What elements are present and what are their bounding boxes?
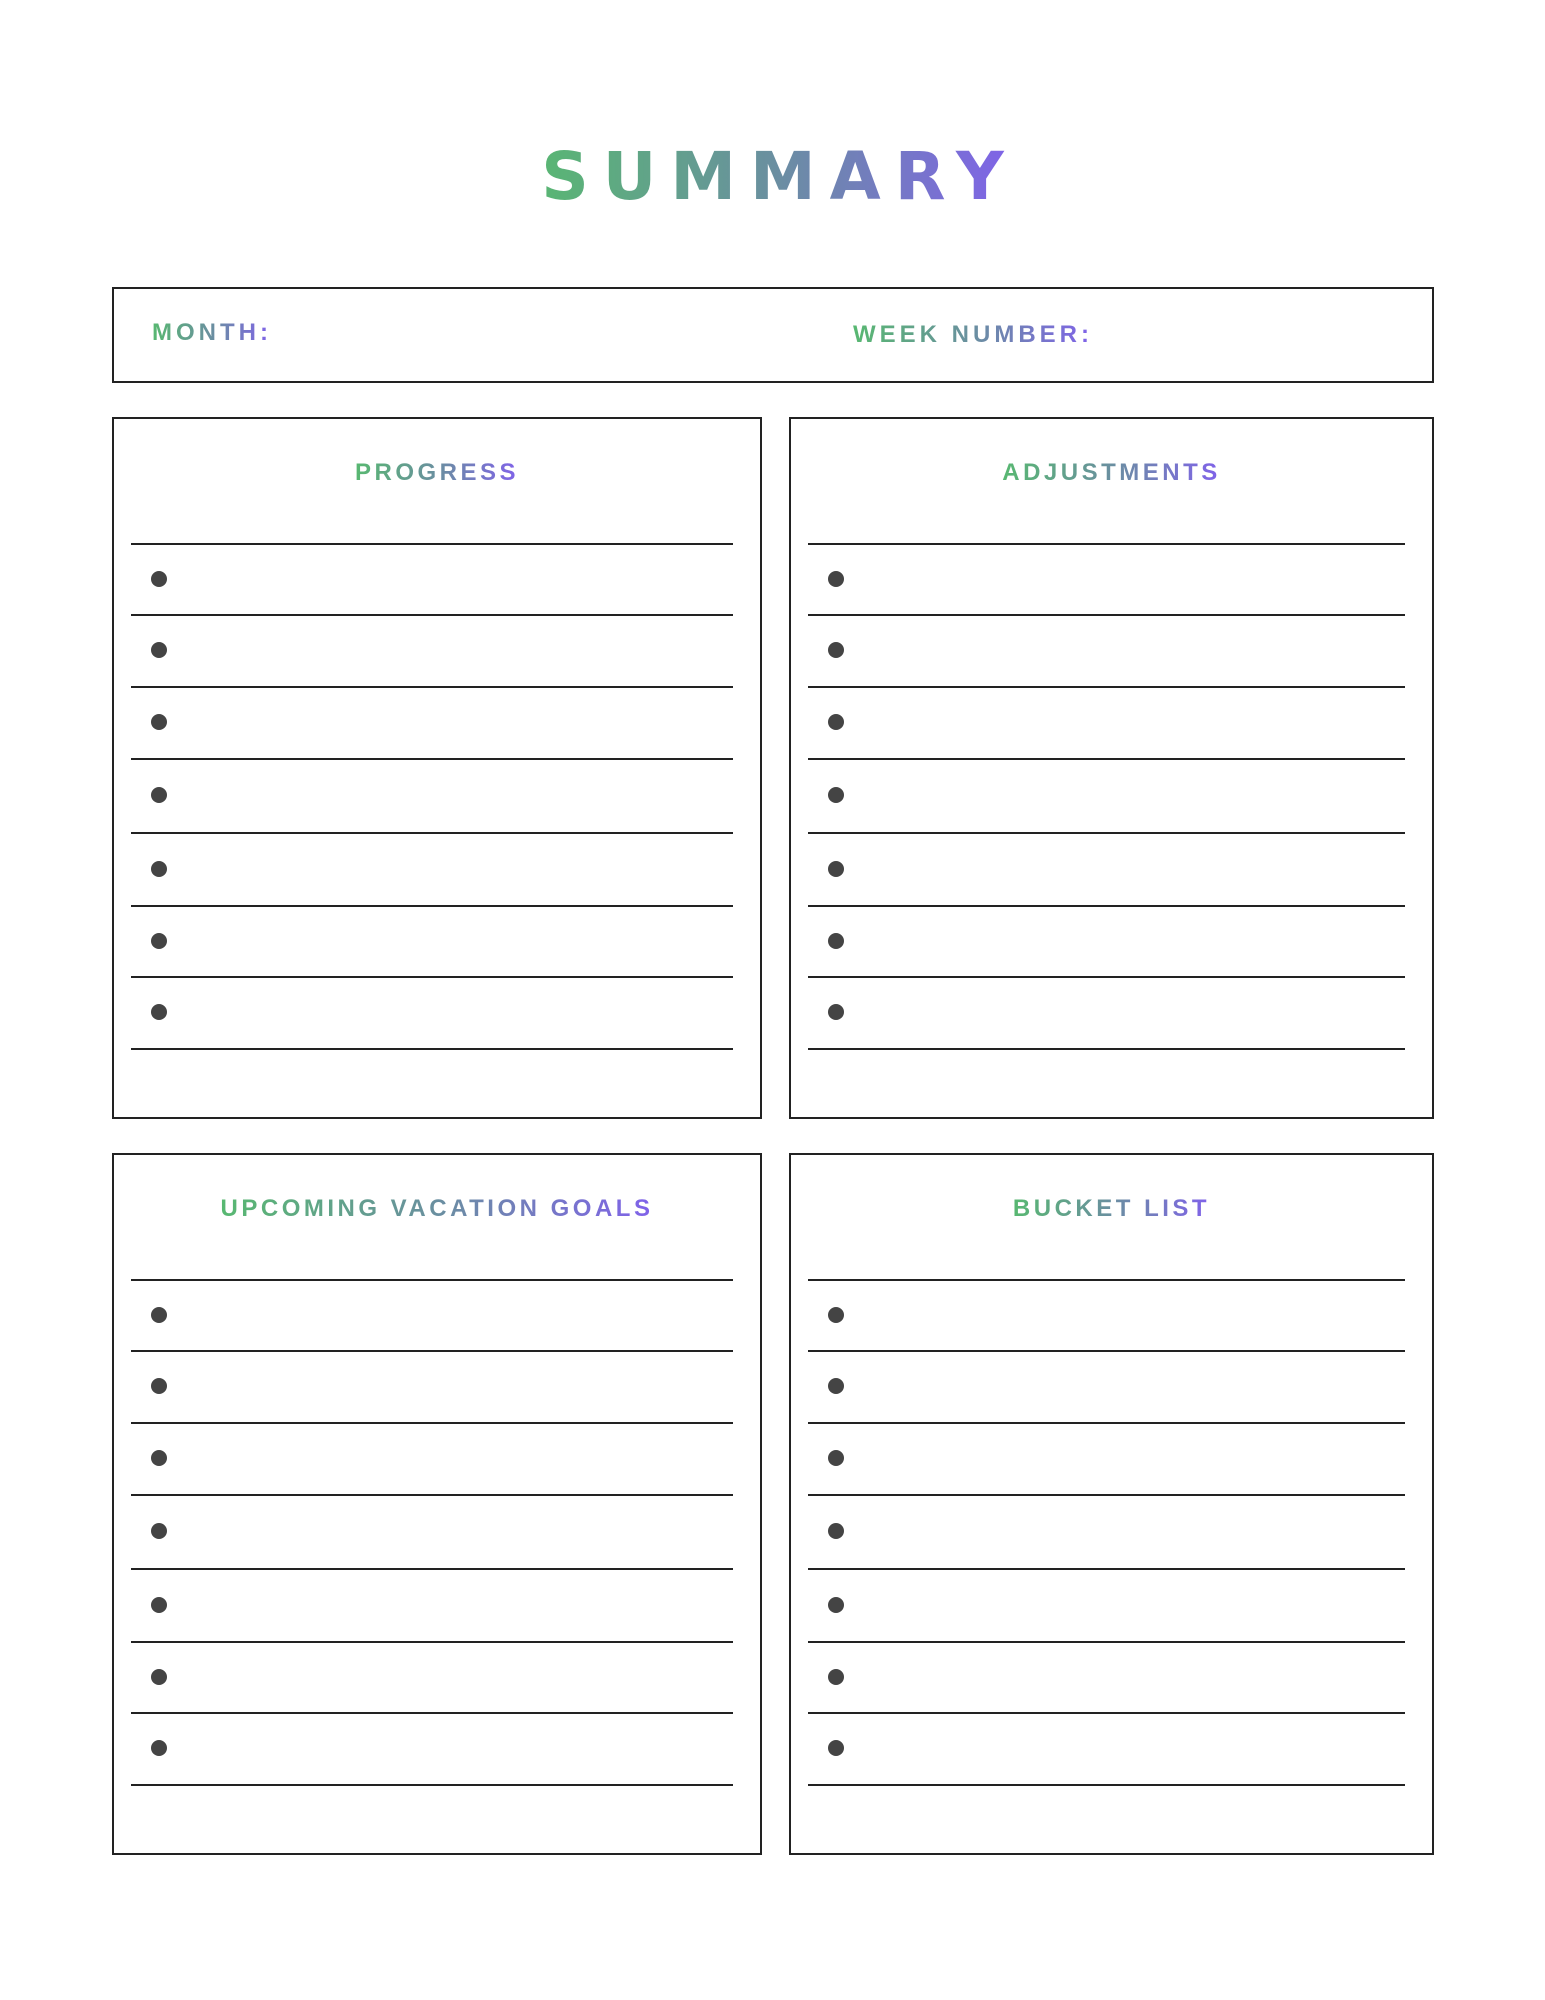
- bullet-icon: [828, 1597, 844, 1613]
- vacation-goals-panel: [112, 1153, 762, 1855]
- writing-line: [808, 758, 1405, 760]
- writing-line: [131, 1568, 733, 1570]
- bullet-icon: [828, 1740, 844, 1756]
- bullet-icon: [151, 861, 167, 877]
- writing-line: [808, 1641, 1405, 1643]
- writing-line: [808, 614, 1405, 616]
- writing-line: [808, 1048, 1405, 1050]
- writing-line: [808, 1784, 1405, 1786]
- bullet-icon: [828, 1378, 844, 1394]
- writing-line: [808, 1712, 1405, 1714]
- writing-line: [131, 1712, 733, 1714]
- panel-title: PROGRESS: [354, 459, 520, 486]
- bullet-icon: [151, 1450, 167, 1466]
- bullet-icon: [151, 1378, 167, 1394]
- writing-line: [808, 976, 1405, 978]
- writing-line: [131, 976, 733, 978]
- bullet-icon: [828, 1307, 844, 1323]
- bullet-icon: [151, 642, 167, 658]
- bullet-icon: [151, 714, 167, 730]
- adjustments-panel: [789, 417, 1434, 1119]
- writing-line: [808, 832, 1405, 834]
- writing-line: [131, 905, 733, 907]
- bullet-icon: [828, 642, 844, 658]
- bullet-icon: [151, 571, 167, 587]
- writing-line: [808, 686, 1405, 688]
- bullet-icon: [828, 1523, 844, 1539]
- writing-line: [131, 1422, 733, 1424]
- writing-line: [131, 1784, 733, 1786]
- bullet-icon: [828, 1450, 844, 1466]
- bucket-list-panel: [789, 1153, 1434, 1855]
- bullet-icon: [151, 1597, 167, 1613]
- writing-line: [131, 832, 733, 834]
- writing-line: [131, 758, 733, 760]
- writing-line: [131, 686, 733, 688]
- bullet-icon: [151, 1307, 167, 1323]
- panel-title: ADJUSTMENTS: [1002, 459, 1221, 486]
- writing-line: [131, 614, 733, 616]
- bullet-icon: [828, 861, 844, 877]
- writing-line: [131, 1048, 733, 1050]
- writing-line: [131, 1350, 733, 1352]
- writing-line: [131, 1494, 733, 1496]
- panel-title: BUCKET LIST: [1012, 1195, 1211, 1222]
- writing-line: [131, 1279, 733, 1281]
- panel-title: UPCOMING VACATION GOALS: [220, 1195, 654, 1222]
- page-title: SUMMARY: [0, 138, 1545, 215]
- writing-line: [131, 1641, 733, 1643]
- bullet-icon: [151, 933, 167, 949]
- progress-panel: [112, 417, 762, 1119]
- bullet-icon: [151, 1669, 167, 1685]
- writing-line: [808, 1422, 1405, 1424]
- bullet-icon: [828, 933, 844, 949]
- writing-line: [808, 1494, 1405, 1496]
- bullet-icon: [828, 1669, 844, 1685]
- bullet-icon: [151, 1740, 167, 1756]
- bullet-icon: [828, 714, 844, 730]
- writing-line: [808, 543, 1405, 545]
- writing-line: [131, 543, 733, 545]
- bullet-icon: [151, 1523, 167, 1539]
- month-week-header: [112, 287, 1434, 383]
- writing-line: [808, 905, 1405, 907]
- writing-line: [808, 1568, 1405, 1570]
- week-number-label: WEEK NUMBER:: [853, 321, 1093, 348]
- bullet-icon: [828, 787, 844, 803]
- bullet-icon: [828, 571, 844, 587]
- month-label: MONTH:: [152, 319, 272, 346]
- bullet-icon: [828, 1004, 844, 1020]
- writing-line: [808, 1279, 1405, 1281]
- bullet-icon: [151, 787, 167, 803]
- bullet-icon: [151, 1004, 167, 1020]
- writing-line: [808, 1350, 1405, 1352]
